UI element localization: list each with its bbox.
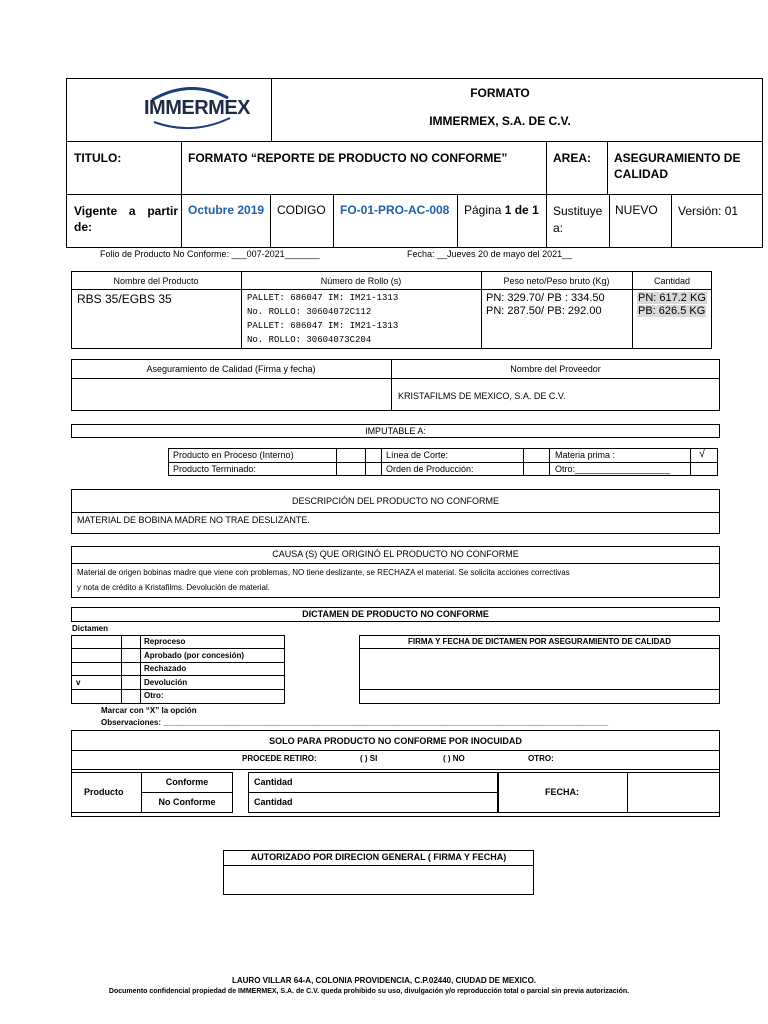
- aseguramiento-label: Aseguramiento de Calidad (Firma y fecha): [146, 364, 316, 374]
- option-rechazado: Rechazado: [144, 664, 187, 673]
- pagina-value: 1 de 1: [504, 203, 539, 217]
- cantidad-no-conforme-label: Cantidad: [254, 797, 293, 807]
- col-header-rollo: Número de Rollo (s): [320, 276, 402, 286]
- peso-line-1: PN: 329.70/ PB : 334.50: [486, 292, 605, 304]
- imputable-terminado: Producto Terminado:: [173, 464, 256, 474]
- version-value: Versión: 01: [678, 204, 739, 218]
- folio-value: ___007-2021_______: [231, 249, 320, 259]
- dictamen-title: DICTAMEN DE PRODUCTO NO CONFORME: [71, 607, 720, 622]
- devolucion-mark: v: [76, 678, 81, 687]
- descripcion-title: DESCRIPCIÓN DEL PRODUCTO NO CONFORME: [291, 496, 500, 506]
- fecha-field: [407, 249, 572, 259]
- imputable-proceso: Producto en Proceso (Interno): [173, 450, 294, 460]
- inocuidad-fecha-label: FECHA:: [545, 787, 579, 797]
- vigente-value: Octubre 2019: [188, 203, 265, 217]
- area-value: ASEGURAMIENTO DE CALIDAD: [614, 151, 741, 181]
- no-conforme-label: No Conforme: [158, 797, 216, 807]
- causa-line-1: Material de origen bobinas madre que viene con problemas, NO tiene deslizante, se RECHAZA el material. Se solicita acciones correctivas: [77, 568, 570, 577]
- inocuidad-title: SOLO PARA PRODUCTO NO CONFORME POR INOCUIDAD: [269, 736, 522, 746]
- imputable-otro: Otro:___________________: [555, 464, 671, 474]
- retiro-no-option[interactable]: ( ) NO: [443, 754, 465, 763]
- materia-prima-check-icon: √: [699, 448, 706, 460]
- producto-label: Producto: [84, 787, 124, 797]
- peso-line-2: PN: 287.50/ PB: 292.00: [486, 305, 602, 317]
- rollo-line-3: PALLET: 686047 IM: IM21-1313: [247, 321, 399, 331]
- retiro-otro-label: OTRO:: [528, 754, 554, 763]
- codigo-value: FO-01-PRO-AC-008: [340, 203, 450, 217]
- footer-address: LAURO VILLAR 64-A, COLONIA PROVIDENCIA, C.P.02440, CIUDAD DE MEXICO.: [231, 976, 537, 985]
- imputable-orden: Orden de Producción:: [386, 464, 474, 474]
- footer-confidential: Documento confidencial propiedad de IMMERMEX, S.A. de C.V. queda prohibido su uso, divulgación y/o reproducción total o parcial sin previa autorización.: [108, 988, 630, 995]
- col-header-nombre: Nombre del Producto: [113, 276, 199, 286]
- dictamen-label: Dictamen: [72, 624, 109, 633]
- option-otro: Otro:: [144, 691, 164, 700]
- company-name: IMMERMEX, S.A. DE C.V.: [429, 114, 571, 128]
- conforme-label: Conforme: [165, 777, 209, 787]
- rollo-line-1: PALLET: 686047 IM: IM21-1313: [247, 293, 399, 303]
- area-label: AREA:: [553, 151, 591, 165]
- logo-text: IMMERMEX: [144, 97, 250, 119]
- rollo-line-2: No. ROLLO: 30604072C112: [247, 307, 372, 317]
- descripcion-text: MATERIAL DE BOBINA MADRE NO TRAE DESLIZANTE.: [77, 515, 310, 525]
- product-name: RBS 35/EGBS 35: [77, 292, 172, 306]
- titulo-label: TITULO:: [74, 151, 122, 165]
- firma-dictamen-label: FIRMA Y FECHA DE DICTAMEN POR ASEGURAMIENTO DE CALIDAD: [408, 637, 671, 646]
- cantidad-pb: PB: 626.5 KG: [638, 305, 706, 317]
- vigente-label: Vigente a partir de:: [74, 204, 178, 234]
- option-aprobado: Aprobado (por concesión): [144, 651, 244, 660]
- titulo-value: FORMATO “REPORTE DE PRODUCTO NO CONFORME”: [188, 151, 508, 165]
- imputable-materia-prima: Materia prima :: [555, 450, 616, 460]
- folio-label: [100, 249, 320, 259]
- proveedor-value: KRISTAFILMS DE MEXICO, S.A. DE C.V.: [398, 391, 566, 401]
- sustituye-label: Sustituye a:: [553, 204, 603, 235]
- fecha-label: Fecha:: [407, 249, 435, 259]
- marcar-note: Marcar con “X” la opción: [101, 706, 197, 715]
- observaciones-line: Observaciones: ____________________________________________________________________________________________________: [101, 718, 609, 727]
- codigo-label: CODIGO: [277, 203, 326, 217]
- rollo-line-4: No. ROLLO: 30604073C204: [247, 335, 372, 345]
- pagina-label: Página: [464, 203, 502, 217]
- pagina-field: [464, 203, 539, 217]
- cantidad-conforme-label: Cantidad: [254, 777, 293, 787]
- imputable-title: IMPUTABLE A:: [71, 424, 720, 438]
- cantidad-pn: PN: 617.2 KG: [638, 292, 706, 304]
- col-header-cantidad: Cantidad: [653, 276, 691, 286]
- proveedor-label: Nombre del Proveedor: [510, 364, 601, 374]
- retiro-si-option[interactable]: ( ) SI: [360, 754, 378, 763]
- procede-retiro-label: PROCEDE RETIRO:: [242, 754, 317, 763]
- causa-title: CAUSA (S) QUE ORIGINÓ EL PRODUCTO NO CONFORME: [272, 549, 519, 559]
- nuevo-value: NUEVO: [615, 203, 658, 217]
- imputable-linea-corte: Línea de Corte:: [386, 450, 449, 460]
- folio-label-text: Folio de Producto No Conforme:: [100, 249, 230, 259]
- fecha-value: __Jueves 20 de mayo del 2021__: [437, 249, 573, 259]
- company-logo: [140, 80, 250, 135]
- autorizado-title: AUTORIZADO POR DIRECION GENERAL ( FIRMA Y FECHA): [250, 852, 507, 862]
- col-header-peso: Peso neto/Peso bruto (Kg): [503, 276, 610, 286]
- formato-title: FORMATO: [470, 86, 530, 100]
- option-devolucion: Devolución: [144, 678, 188, 687]
- fecha-table: [498, 772, 720, 813]
- causa-line-2: y nota de crédito a Kristafilms. Devolución de material.: [77, 583, 270, 592]
- option-reproceso: Reproceso: [144, 637, 186, 646]
